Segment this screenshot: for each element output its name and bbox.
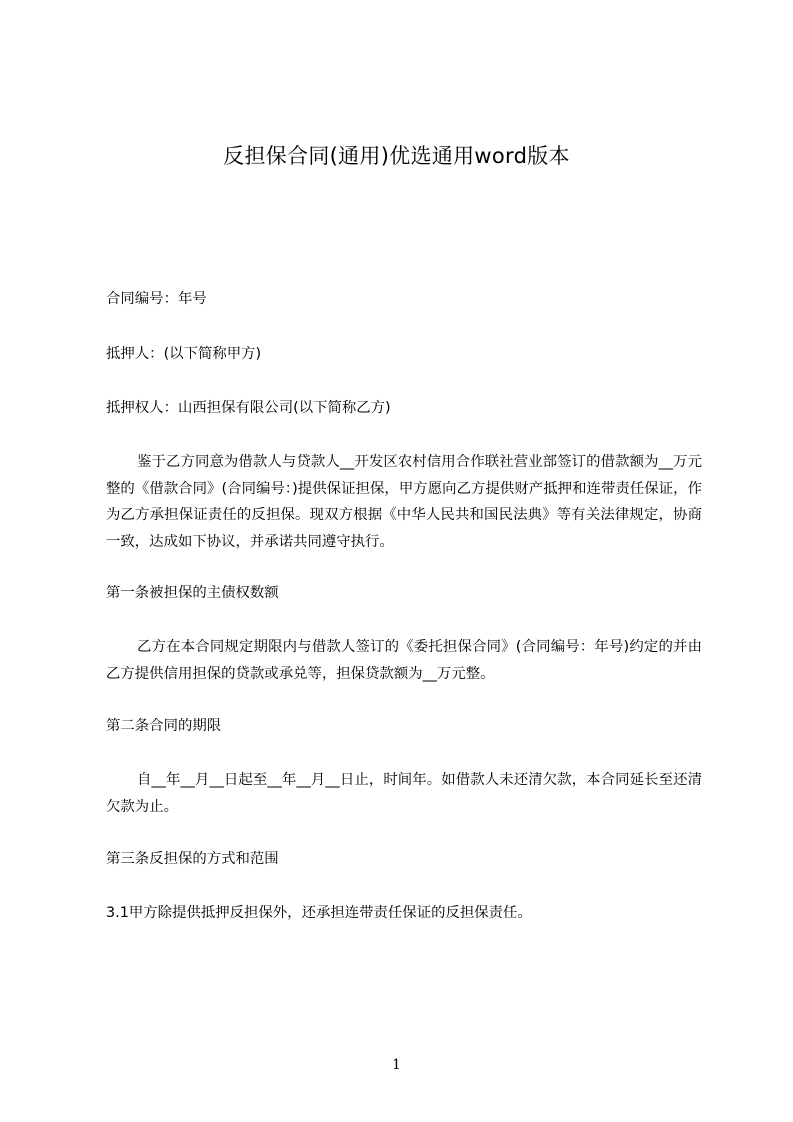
article-2-body: 自__年__月__日起至__年__月__日止，时间年。如借款人未还清欠款，本合同延长至还清欠款为止。 <box>106 772 702 815</box>
preamble-paragraph: 鉴于乙方同意为借款人与贷款人__开发区农村信用合作联社营业部签订的借款额为__万元整的《借款合同》(合同编号：)提供保证担保，甲方愿向乙方提供财产抵押和连带责任保证，作为乙方承担保证责任的反担保。现双方根据《中华人民共和国民法典》等有关法律规定，协商一致，达成如下协议，并承诺共同遵守执行。 <box>106 454 702 550</box>
contract-number-line: 合同编号：年号 <box>106 291 207 307</box>
article-3-clause-1: 3.1甲方除提供抵押反担保外，还承担连带责任保证的反担保责任。 <box>106 905 532 921</box>
mortgagor-line: 抵押人：(以下简称甲方) <box>106 346 262 362</box>
mortgagee-line: 抵押权人：山西担保有限公司(以下简称乙方) <box>106 400 391 416</box>
article-1-heading: 第一条被担保的主债权数额 <box>106 585 279 601</box>
article-2-heading: 第二条合同的期限 <box>106 718 222 734</box>
document-title: 反担保合同(通用)优选通用word版本 <box>223 144 570 168</box>
page-number: 1 <box>392 1057 401 1073</box>
article-3-heading: 第三条反担保的方式和范围 <box>106 851 279 867</box>
article-1-body: 乙方在本合同规定期限内与借款人签订的《委托担保合同》(合同编号：年号)约定的并由乙方提供信用担保的贷款或承兑等，担保贷款额为__万元整。 <box>106 639 702 682</box>
